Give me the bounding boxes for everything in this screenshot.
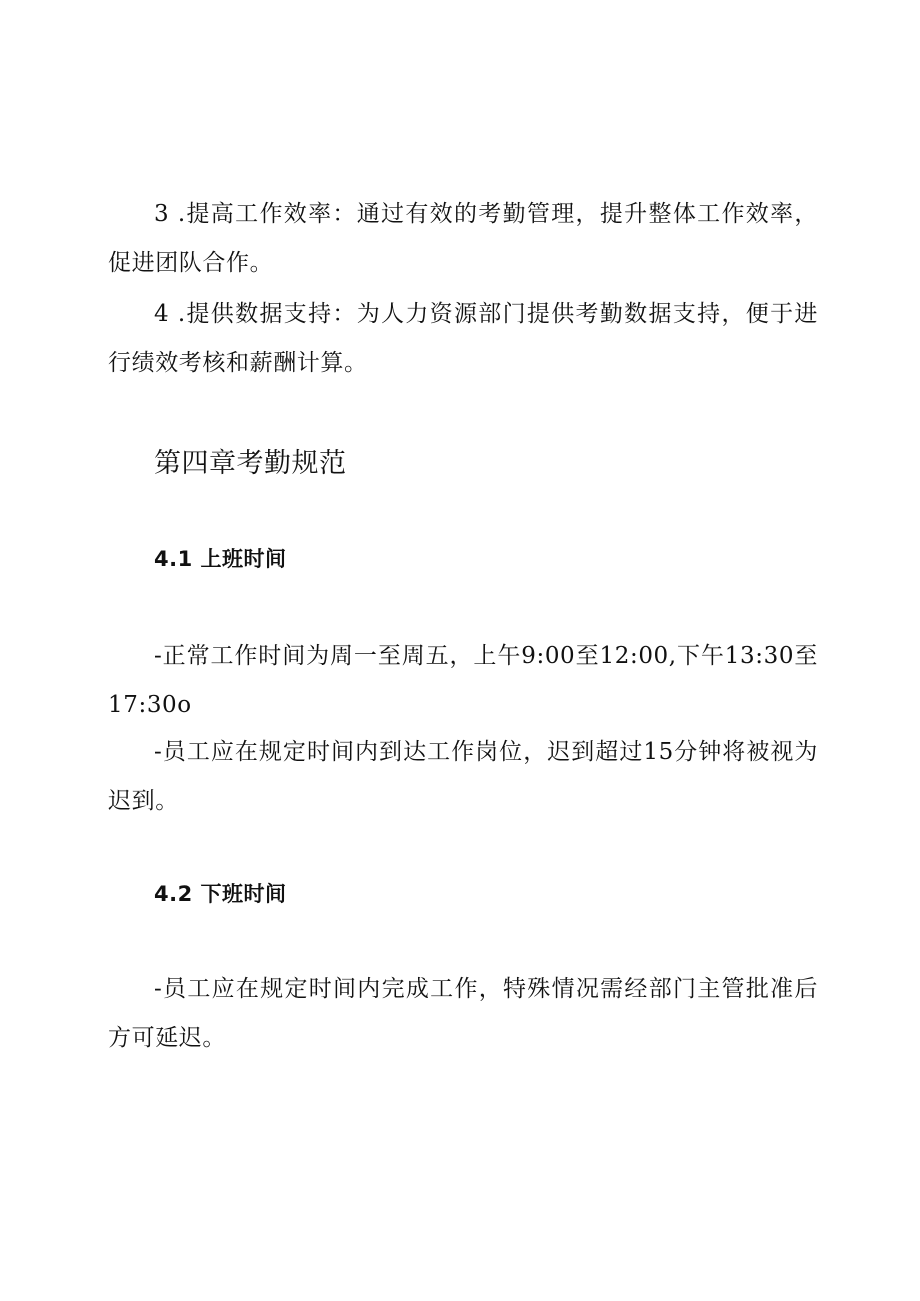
list-item-number: 3 [154, 201, 170, 227]
list-item-3 [108, 190, 818, 288]
list-item-4 [108, 290, 818, 388]
section-heading-work-end: 4.2 下班时间 [154, 882, 287, 906]
list-item-number: 4 [154, 301, 170, 327]
paragraph-lateness-rule: -员工应在规定时间内到达工作岗位，迟到超过15分钟将被视为迟到。 [108, 739, 818, 814]
section-heading-work-start: 4.1 上班时间 [154, 547, 287, 571]
list-item-text: .提高工作效率：通过有效的考勤管理，提升整体工作效率，促进团队合作。 [108, 201, 818, 276]
chapter-title: 第四章考勤规范 [154, 448, 347, 479]
paragraph-overtime-rule: -员工应在规定时间内完成工作，特殊情况需经部门主管批准后方可延迟。 [108, 976, 818, 1051]
list-item-text: .提供数据支持：为人力资源部门提供考勤数据支持，便于进行绩效考核和薪酬计算。 [108, 301, 818, 376]
paragraph-working-hours: -正常工作时间为周一至周五，上午9:00至12:00,下午13:30至17:30o [108, 643, 818, 718]
